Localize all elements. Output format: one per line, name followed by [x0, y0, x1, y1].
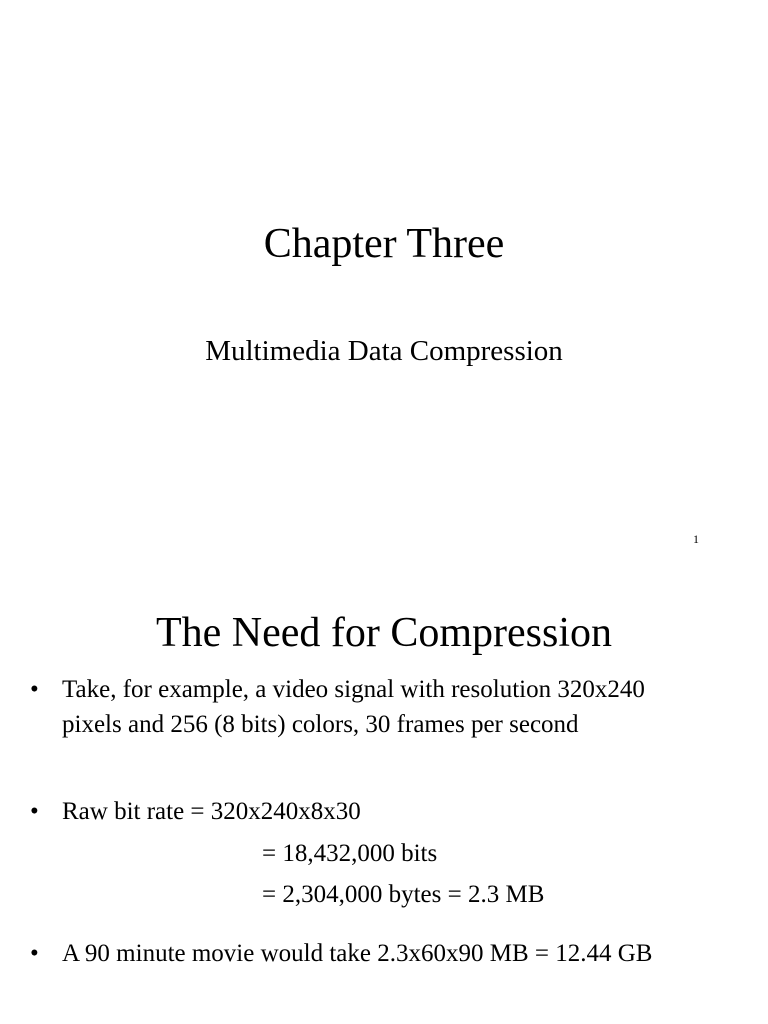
bullet-marker: • [30, 676, 39, 703]
bullet-item [30, 672, 710, 742]
chapter-title: Chapter Three [263, 221, 505, 267]
slide-title: The Need for Compression [155, 610, 613, 656]
bullet-marker: • [30, 798, 39, 825]
bullet-text: Take, for example, a video signal with resolution 320x240 pixels and 256 (8 bits) colors, 30 frames per second [62, 676, 645, 738]
bullet-item [30, 936, 710, 971]
calculation-line: = 2,304,000 bytes = 2.3 MB [262, 881, 545, 908]
content-slide [0, 576, 768, 1024]
page-number: 1 [693, 532, 699, 546]
calculation-line: = 18,432,000 bits [262, 840, 438, 867]
bullet-text: Raw bit rate = 320x240x8x30 [62, 798, 361, 825]
chapter-subtitle: Multimedia Data Compression [205, 335, 563, 367]
bullet-item [30, 794, 710, 829]
bullet-text: A 90 minute movie would take 2.3x60x90 MB = 12.44 GB [62, 940, 653, 967]
bullet-marker: • [30, 940, 39, 967]
